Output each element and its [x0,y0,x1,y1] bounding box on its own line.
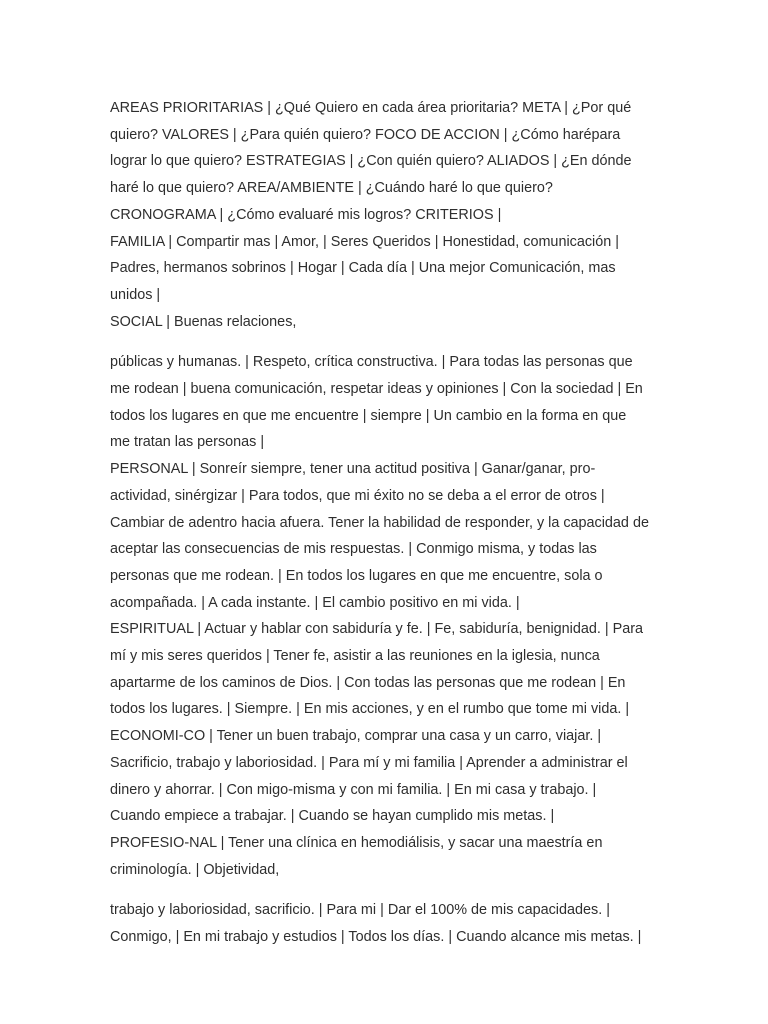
paragraph-personal: PERSONAL | Sonreír siempre, tener una actitud positiva | Ganar/ganar, pro-actividad, sinérgizar | Para todos, que mi éxito no se deba a el error de otros | Cambiar de adentro hacia afuera. Tener la habilidad de responder, y la capacidad de aceptar las consecuencias de mis respuestas. | Conmigo misma, y todas las personas que me rodean. | En todos los lugares en que me encuentre, sola o acompañada. | A cada instante. | El cambio positivo en mi vida. | [110,461,649,611]
document-page [110,95,650,951]
paragraph-header: AREAS PRIORITARIAS | ¿Qué Quiero en cada área prioritaria? META | ¿Por qué quiero? VALORES | ¿Para quién quiero? FOCO DE ACCION | ¿Cómo harépara lograr lo que quiero? ESTRATEGIAS | ¿Con quién quiero? ALIADOS | ¿En dónde haré lo que quiero? AREA/AMBIENTE | ¿Cuándo haré lo que quiero? CRONOGRAMA | ¿Cómo evaluaré mis logros? CRITERIOS | [110,100,632,223]
paragraph-economico: ECONOMI-CO | Tener un buen trabajo, comprar una casa y un carro, viajar. | Sacrificio, trabajo y laboriosidad. | Para mí y mi familia | Aprender a administrar el dinero y ahorrar. | Con migo-misma y con mi familia. | En mi casa y trabajo. | Cuando empiece a trabajar. | Cuando se hayan cumplido mis metas. | [110,728,628,825]
paragraph-profesional-cont: trabajo y laboriosidad, sacrificio. | Para mi | Dar el 100% de mis capacidades. | Conmigo, | En mi trabajo y estudios | Todos los días. | Cuando alcance mis metas. | [110,902,642,946]
paragraph-social-cont: públicas y humanas. | Respeto, crítica constructiva. | Para todas las personas que me rodean | buena comunicación, respetar ideas y opiniones | Con la sociedad | En todos los lugares en que me encuentre | siempre | Un cambio en la forma en que me tratan las personas | [110,354,643,451]
paragraph-familia: FAMILIA | Compartir mas | Amor, | Seres Queridos | Honestidad, comunicación | Padres, hermanos sobrinos | Hogar | Cada día | Una mejor Comunicación, mas unidos | [110,233,619,303]
paragraph-social: SOCIAL | Buenas relaciones, [110,313,297,330]
paragraph-espiritual: ESPIRITUAL | Actuar y hablar con sabiduría y fe. | Fe, sabiduría, benignidad. | Para mí y mis seres queridos | Tener fe, asistir a las reuniones en la iglesia, nunca apartarme de los caminos de Dios. | Con todas las personas que me rodean | En todos los lugares. | Siempre. | En mis acciones, y en el rumbo que tome mi vida. | [110,621,644,718]
paragraph-profesional: PROFESIO-NAL | Tener una clínica en hemodiálisis, y sacar una maestría en criminología. | Objetividad, [110,834,603,878]
